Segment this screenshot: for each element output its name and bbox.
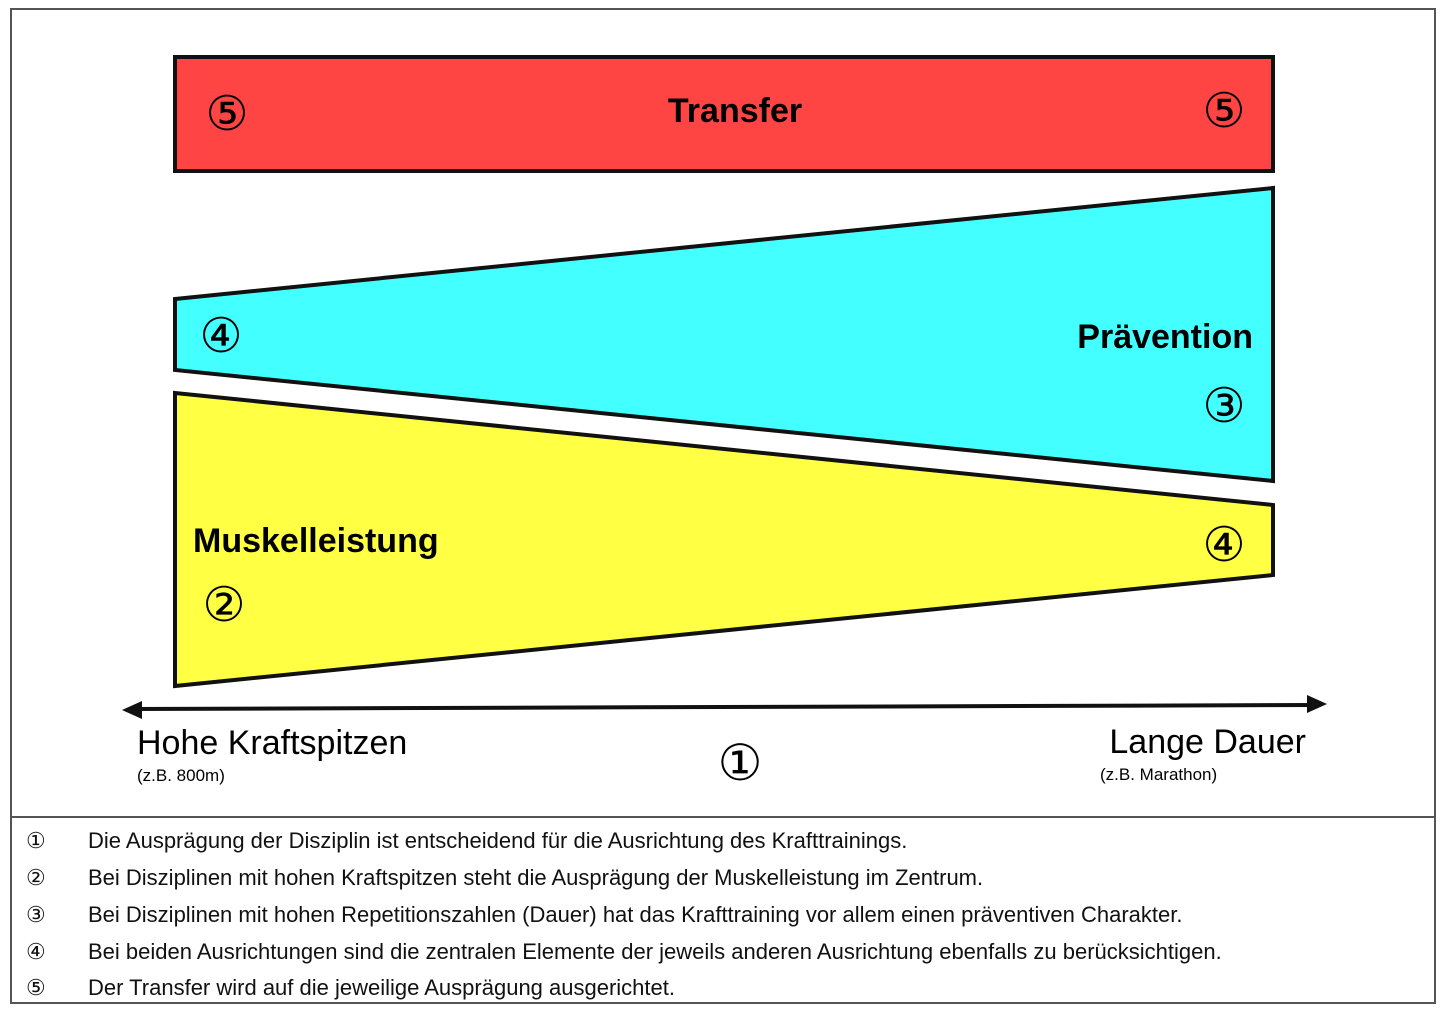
praevention-label: Prävention [1077, 318, 1253, 356]
transfer-label: Transfer [667, 92, 803, 130]
legend-marker: ③ [26, 902, 46, 927]
axis-left-sub: (z.B. 800m) [137, 766, 225, 785]
legend-text: Bei beiden Ausrichtungen sind die zentralen Elemente der jeweils anderen Ausrichtung ebenfalls zu berücksichtigen. [88, 939, 1222, 964]
axis-arrow-left [122, 701, 142, 719]
muskelleistung-marker-right: ④ [1202, 519, 1246, 572]
muskelleistung-label: Muskelleistung [193, 522, 439, 560]
legend-text: Bei Disziplinen mit hohen Kraftspitzen steht die Ausprägung der Muskelleistung im Zentrum. [88, 865, 984, 890]
praevention-marker-left: ④ [199, 310, 243, 363]
legend [10, 816, 1436, 1004]
legend-marker: ① [26, 828, 46, 853]
axis-right-label: Lange Dauer [1109, 723, 1306, 761]
axis-left-label: Hohe Kraftspitzen [137, 724, 408, 762]
transfer-marker-right: ⑤ [1202, 85, 1246, 138]
legend-marker: ⑤ [26, 975, 46, 1000]
axis-right-sub: (z.B. Marathon) [1100, 765, 1218, 784]
axis-arrow-right [1307, 695, 1327, 713]
legend-text: Bei Disziplinen mit hohen Repetitionszahlen (Dauer) hat das Krafttraining vor allem einen präventiven Charakter. [88, 902, 1183, 927]
axis-center-marker: ① [717, 735, 763, 791]
legend-marker: ② [26, 865, 46, 890]
transfer-marker-left: ⑤ [205, 88, 249, 141]
legend-text: Der Transfer wird auf die jeweilige Ausprägung ausgerichtet. [88, 975, 675, 1000]
legend-marker: ④ [26, 939, 46, 964]
legend-text: Die Ausprägung der Disziplin ist entscheidend für die Ausrichtung des Krafttrainings. [88, 828, 908, 853]
axis-line [132, 705, 1316, 709]
praevention-marker-right: ③ [1202, 380, 1246, 433]
muskelleistung-marker-left: ② [202, 579, 246, 632]
